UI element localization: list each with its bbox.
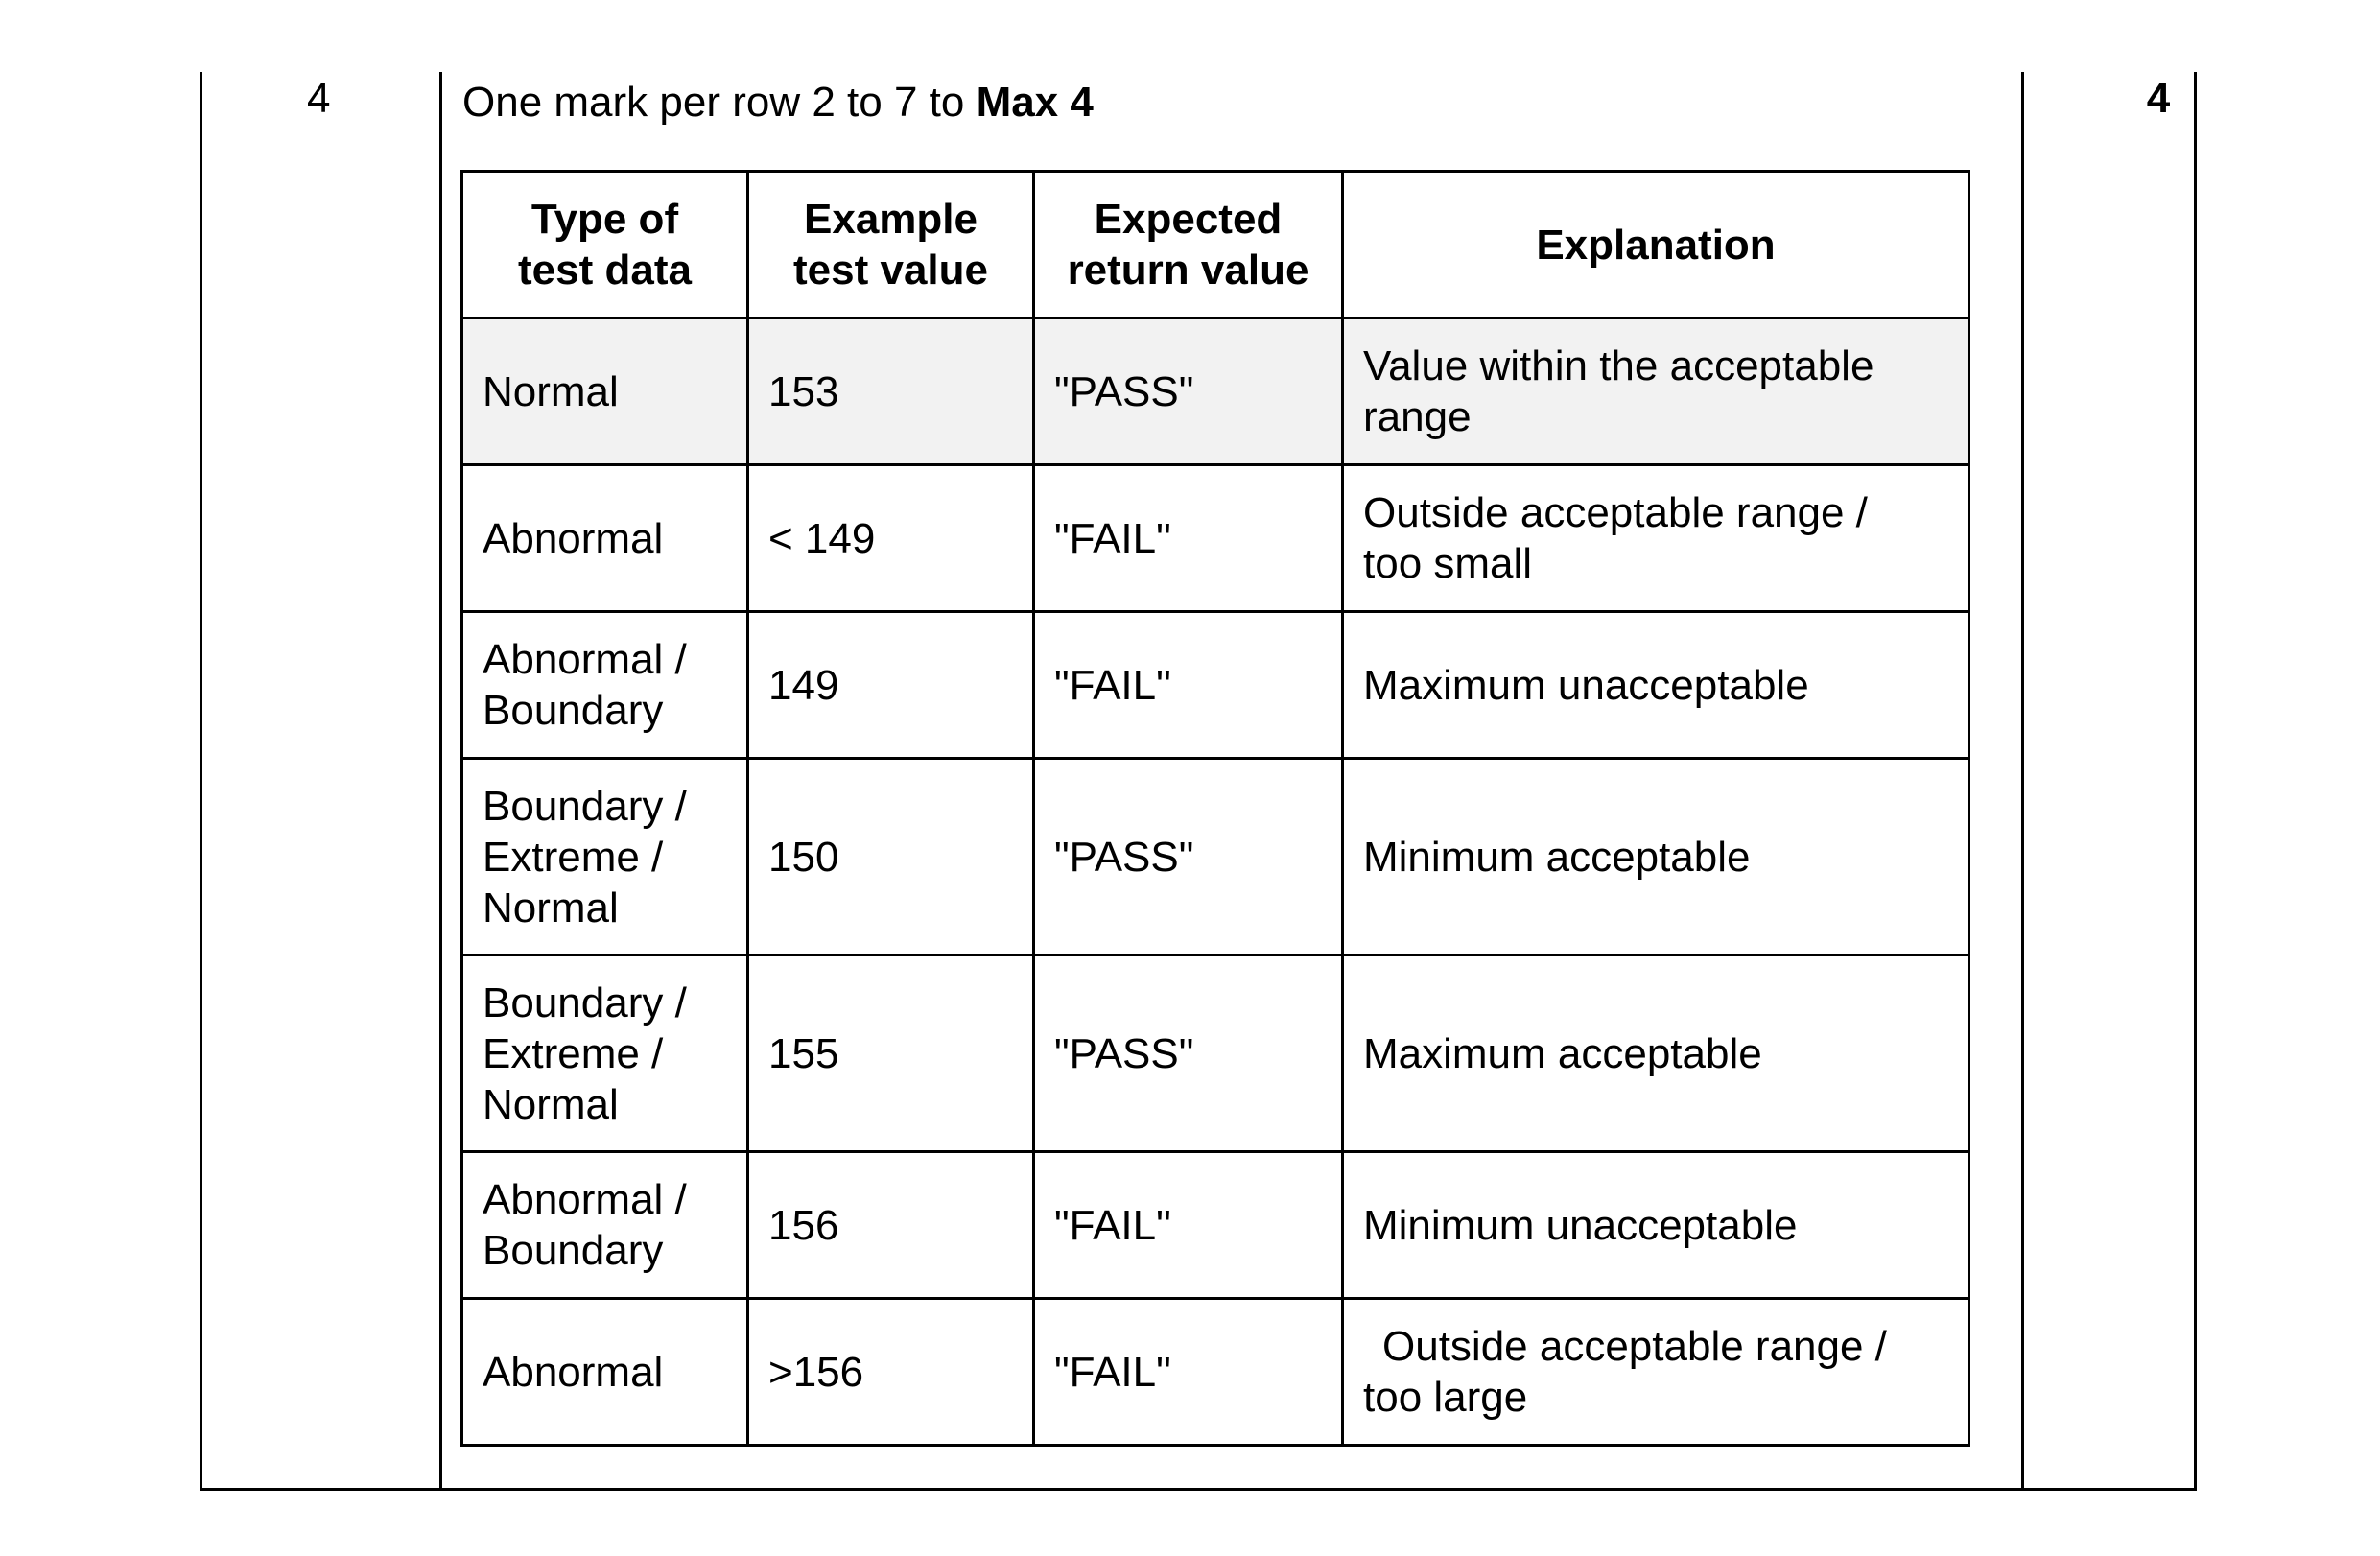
- cell-explanation: Minimum unacceptable: [1343, 1152, 1969, 1299]
- header-type: Type of test data: [462, 172, 748, 318]
- frame-left-border: [200, 72, 202, 1491]
- cell-type: Abnormal / Boundary: [462, 612, 748, 759]
- cell-expected: "PASS": [1034, 955, 1343, 1152]
- frame-divider-2: [2021, 72, 2024, 1491]
- header-explanation: Explanation: [1343, 172, 1969, 318]
- question-marks: 4: [2146, 75, 2171, 122]
- cell-expected: "FAIL": [1034, 612, 1343, 759]
- table-row: [462, 1152, 1969, 1299]
- instruction-max: Max 4: [976, 79, 1094, 126]
- cell-value: 150: [748, 759, 1034, 955]
- cell-value: 156: [748, 1152, 1034, 1299]
- cell-value: 149: [748, 612, 1034, 759]
- cell-value: 153: [748, 318, 1034, 465]
- cell-type: Abnormal: [462, 1299, 748, 1446]
- frame-right-border: [2194, 72, 2197, 1491]
- cell-type: Normal: [462, 318, 748, 465]
- cell-type: Abnormal: [462, 465, 748, 612]
- cell-explanation: Value within the acceptable range: [1343, 318, 1969, 465]
- cell-expected: "FAIL": [1034, 1299, 1343, 1446]
- question-number: 4: [307, 75, 331, 122]
- marking-instruction: [462, 79, 1094, 127]
- cell-value: 155: [748, 955, 1034, 1152]
- table-row: [462, 465, 1969, 612]
- table-row: [462, 612, 1969, 759]
- frame-divider-1: [439, 72, 442, 1491]
- instruction-text: One mark per row 2 to 7 to: [462, 79, 977, 126]
- table-row: [462, 955, 1969, 1152]
- test-data-table: [460, 170, 1970, 1447]
- cell-type: Boundary / Extreme / Normal: [462, 955, 748, 1152]
- cell-value: >156: [748, 1299, 1034, 1446]
- cell-explanation: Maximum acceptable: [1343, 955, 1969, 1152]
- cell-type: Boundary / Extreme / Normal: [462, 759, 748, 955]
- table-header-row: [462, 172, 1969, 318]
- cell-value: < 149: [748, 465, 1034, 612]
- header-expected: Expected return value: [1034, 172, 1343, 318]
- cell-explanation: Outside acceptable range / too large: [1343, 1299, 1969, 1446]
- cell-expected: "FAIL": [1034, 465, 1343, 612]
- cell-expected: "PASS": [1034, 318, 1343, 465]
- cell-explanation: Maximum unacceptable: [1343, 612, 1969, 759]
- frame-bottom-border: [200, 1488, 2197, 1491]
- table-row: [462, 318, 1969, 465]
- cell-expected: "FAIL": [1034, 1152, 1343, 1299]
- cell-explanation: Outside acceptable range / too small: [1343, 465, 1969, 612]
- header-example: Example test value: [748, 172, 1034, 318]
- cell-type: Abnormal / Boundary: [462, 1152, 748, 1299]
- cell-explanation: Minimum acceptable: [1343, 759, 1969, 955]
- table-row: [462, 1299, 1969, 1446]
- cell-expected: "PASS": [1034, 759, 1343, 955]
- table-row: [462, 759, 1969, 955]
